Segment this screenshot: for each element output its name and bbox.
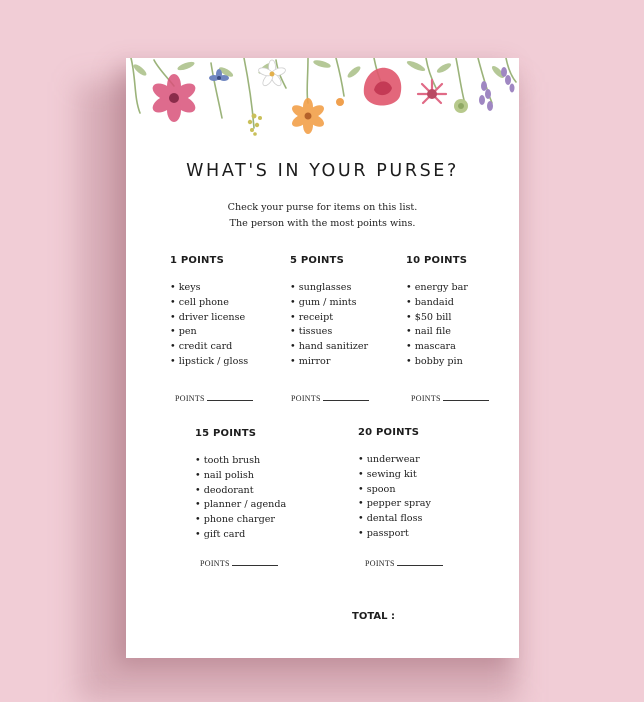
list-item: • spoon <box>358 483 431 498</box>
points-label: POINTS <box>365 559 395 568</box>
list-item: • lipstick / gloss <box>170 355 248 370</box>
list-item: • $50 bill <box>406 311 468 326</box>
list-item: • driver license <box>170 311 248 326</box>
category-heading: 20 POINTS <box>358 427 420 438</box>
list-item: • sunglasses <box>290 281 368 296</box>
item-list <box>290 281 368 370</box>
list-item: • dental floss <box>358 512 431 527</box>
points-blank[interactable] <box>207 399 253 401</box>
category-heading: 15 POINTS <box>195 428 257 439</box>
category-5-points <box>290 255 368 370</box>
points-blank[interactable] <box>323 399 369 401</box>
list-item: • hand sanitizer <box>290 340 368 355</box>
list-item: • underwear <box>358 453 431 468</box>
points-blank[interactable] <box>232 564 278 566</box>
points-score-line <box>175 394 253 403</box>
list-item: • bobby pin <box>406 355 468 370</box>
points-score-line <box>411 394 489 403</box>
category-heading: 10 POINTS <box>406 255 468 266</box>
list-item: • pepper spray <box>358 497 431 512</box>
instructions-line-1: Check your purse for items on this list. <box>227 202 418 213</box>
points-score-line <box>365 559 443 568</box>
list-item: • deodorant <box>195 484 286 499</box>
list-item: • energy bar <box>406 281 468 296</box>
points-label: POINTS <box>411 394 441 403</box>
list-item: • nail file <box>406 325 468 340</box>
item-list <box>170 281 248 370</box>
page-title: WHAT'S IN YOUR PURSE? <box>186 161 459 181</box>
list-item: • tooth brush <box>195 454 286 469</box>
points-blank[interactable] <box>443 399 489 401</box>
list-item: • gum / mints <box>290 296 368 311</box>
list-item: • sewing kit <box>358 468 431 483</box>
list-item: • phone charger <box>195 513 286 528</box>
category-1-points <box>170 255 248 370</box>
points-label: POINTS <box>200 559 230 568</box>
points-blank[interactable] <box>397 564 443 566</box>
list-item: • receipt <box>290 311 368 326</box>
list-item: • planner / agenda <box>195 498 286 513</box>
points-score-line <box>200 559 278 568</box>
list-item: • credit card <box>170 340 248 355</box>
list-item: • passport <box>358 527 431 542</box>
list-item: • gift card <box>195 528 286 543</box>
list-item: • cell phone <box>170 296 248 311</box>
category-heading: 1 POINTS <box>170 255 224 266</box>
category-heading: 5 POINTS <box>290 255 344 266</box>
list-item: • mirror <box>290 355 368 370</box>
category-10-points <box>406 255 468 370</box>
item-list <box>358 453 431 542</box>
list-item: • tissues <box>290 325 368 340</box>
list-item: • bandaid <box>406 296 468 311</box>
list-item: • keys <box>170 281 248 296</box>
game-sheet <box>126 58 519 658</box>
list-item: • nail polish <box>195 469 286 484</box>
list-item: • pen <box>170 325 248 340</box>
instructions <box>126 200 519 232</box>
points-score-line <box>291 394 369 403</box>
item-list <box>195 454 286 543</box>
category-15-points <box>195 428 286 543</box>
total-label: TOTAL : <box>352 611 395 622</box>
item-list <box>406 281 468 370</box>
points-label: POINTS <box>291 394 321 403</box>
list-item: • mascara <box>406 340 468 355</box>
instructions-line-2: The person with the most points wins. <box>229 218 416 229</box>
points-label: POINTS <box>175 394 205 403</box>
category-20-points <box>358 427 431 542</box>
